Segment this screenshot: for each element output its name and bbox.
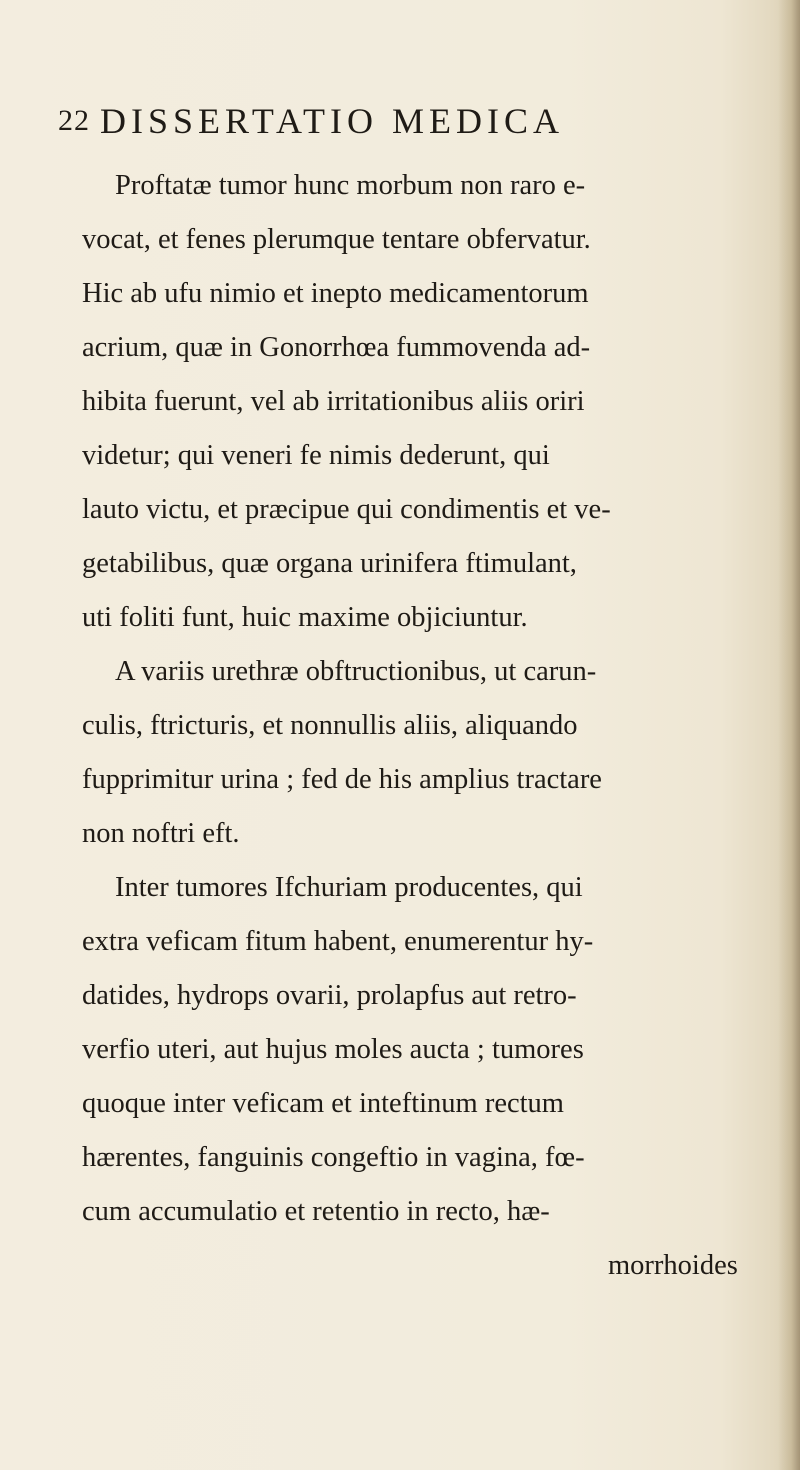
page-number: 22 [58, 104, 90, 137]
text-line: culis, ftricturis, et nonnullis aliis, aliquando [82, 710, 578, 741]
page-edge-shadow [778, 0, 800, 1470]
text-line: datides, hydrops ovarii, prolapfus aut retro- [82, 980, 577, 1011]
text-line: Proftatæ tumor hunc morbum non raro e- [115, 170, 586, 201]
text-line: Hic ab ufu nimio et inepto medicamentorum [82, 278, 589, 309]
text-line: verfio uteri, aut hujus moles aucta ; tumores [82, 1034, 584, 1065]
page-header [58, 100, 758, 150]
text-line: videtur; qui veneri fe nimis dederunt, qui [82, 440, 550, 471]
text-line: non noftri eft. [82, 818, 240, 849]
text-line: hærentes, fanguinis congeftio in vagina, fœ- [82, 1142, 585, 1173]
body-text [82, 159, 762, 1293]
text-line: extra veficam fitum habent, enumerentur hy- [82, 926, 594, 957]
text-line: A variis urethræ obftructionibus, ut carun- [115, 656, 597, 687]
text-line: uti foliti funt, huic maxime objiciuntur. [82, 602, 528, 633]
text-line: acrium, quæ in Gonorrhœa fummovenda ad- [82, 332, 591, 363]
text-line: quoque inter veficam et inteftinum rectum [82, 1088, 564, 1119]
catchword: morrhoides [608, 1250, 738, 1281]
text-line: getabilibus, quæ organa urinifera ftimulant, [82, 548, 577, 579]
text-line: fupprimitur urina ; fed de his amplius tractare [82, 764, 602, 795]
text-line: lauto victu, et præcipue qui condimentis et ve- [82, 494, 611, 525]
text-line: Inter tumores Ifchuriam producentes, qui [115, 872, 583, 903]
text-line: cum accumulatio et retentio in recto, hæ- [82, 1196, 550, 1227]
text-line: vocat, et fenes plerumque tentare obfervatur. [82, 224, 591, 255]
running-title: DISSERTATIO MEDICA [100, 101, 564, 141]
text-line: hibita fuerunt, vel ab irritationibus aliis oriri [82, 386, 585, 417]
